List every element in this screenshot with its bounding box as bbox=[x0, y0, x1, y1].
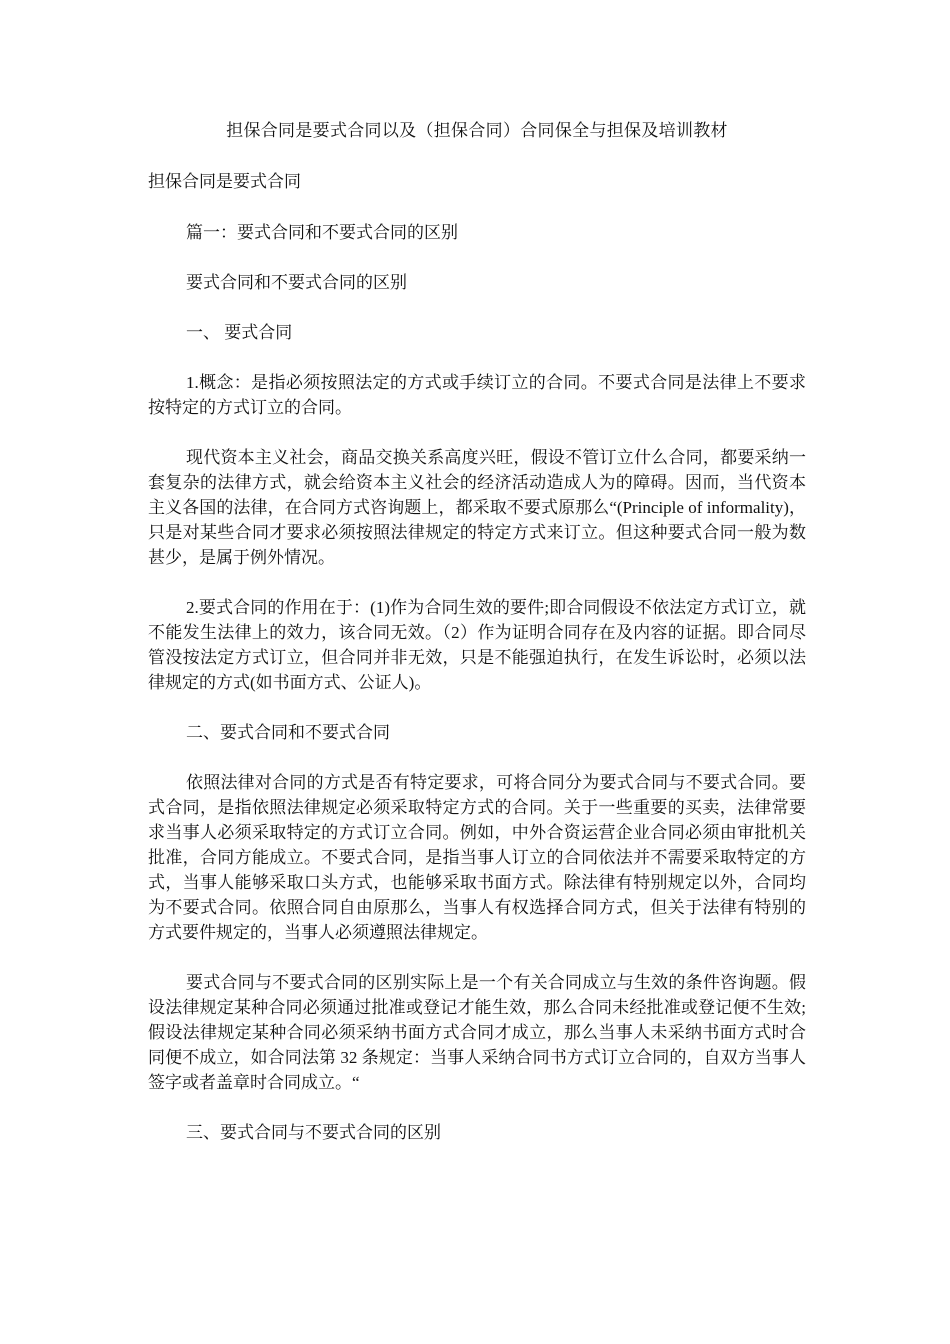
paragraph-difference: 要式合同与不要式合同的区别实际上是一个有关合同成立与生效的条件咨询题。假设法律规定某种合同必须通过批准或登记才能生效，那么合同未经批准或登记便不生效;假设法律规定某种合同必须采纳书面方式合同才成立，那么当事人未采纳书面方式时合同便不成立，如合同法第 32 条规定：当事人采纳合同书方式订立合同的，自双方当事人签字或者盖章时合同成立。“ bbox=[148, 973, 806, 1092]
document-page bbox=[148, 118, 806, 1170]
document-subtitle: 担保合同是要式合同 bbox=[148, 172, 301, 191]
paragraph-concept: 1.概念：是指必须按照法定的方式或手续订立的合同。不要式合同是法律上不要求按特定的方式订立的合同。 bbox=[148, 373, 806, 417]
part1-subheading: 要式合同和不要式合同的区别 bbox=[186, 273, 407, 292]
paragraph-classification: 依照法律对合同的方式是否有特定要求，可将合同分为要式合同与不要式合同。要式合同，是指依照法律规定必须采取特定方式的合同。关于一些重要的买卖，法律常要求当事人必须采取特定的方式订立合同。例如，中外合资运营企业合同必须由审批机关批准，合同方能成立。不要式合同，是指当事人订立的合同依法并不需要采取特定的方式，当事人能够采取口头方式，也能够采取书面方式。除法律有特别规定以外，合同均为不要式合同。依照合同自由原那么，当事人有权选择合同方式，但关于法律有特别的方式要件规定的，当事人必须遵照法律规定。 bbox=[148, 773, 806, 942]
document-title: 担保合同是要式合同以及（担保合同）合同保全与担保及培训教材 bbox=[226, 121, 728, 140]
section3-heading: 三、要式合同与不要式合同的区别 bbox=[186, 1123, 441, 1142]
paragraph-formal-contract-function: 2.要式合同的作用在于：(1)作为合同生效的要件;即合同假设不依法定方式订立，就不能发生法律上的效力，该合同无效。（2）作为证明合同存在及内容的证据。即合同尽管没按法定方式订立，但合同并非无效，只是不能强迫执行，在发生诉讼时，必须以法律规定的方式(如书面方式、公证人)。 bbox=[148, 598, 806, 692]
section2-heading: 二、要式合同和不要式合同 bbox=[186, 723, 390, 742]
section1-heading: 一、 要式合同 bbox=[186, 323, 293, 342]
part1-heading: 篇一：要式合同和不要式合同的区别 bbox=[186, 223, 458, 242]
paragraph-modern-capitalism: 现代资本主义社会，商品交换关系高度兴旺，假设不管订立什么合同，都要采纳一套复杂的法律方式，就会给资本主义社会的经济活动造成人为的障碍。因而，当代资本主义各国的法律，在合同方式咨询题上，都采取不要式原那么“(Principle of informality)，只是对某些合同才要求必须按照法律规定的特定方式来订立。但这种要式合同一般为数甚少，是属于例外情况。 bbox=[148, 448, 806, 567]
